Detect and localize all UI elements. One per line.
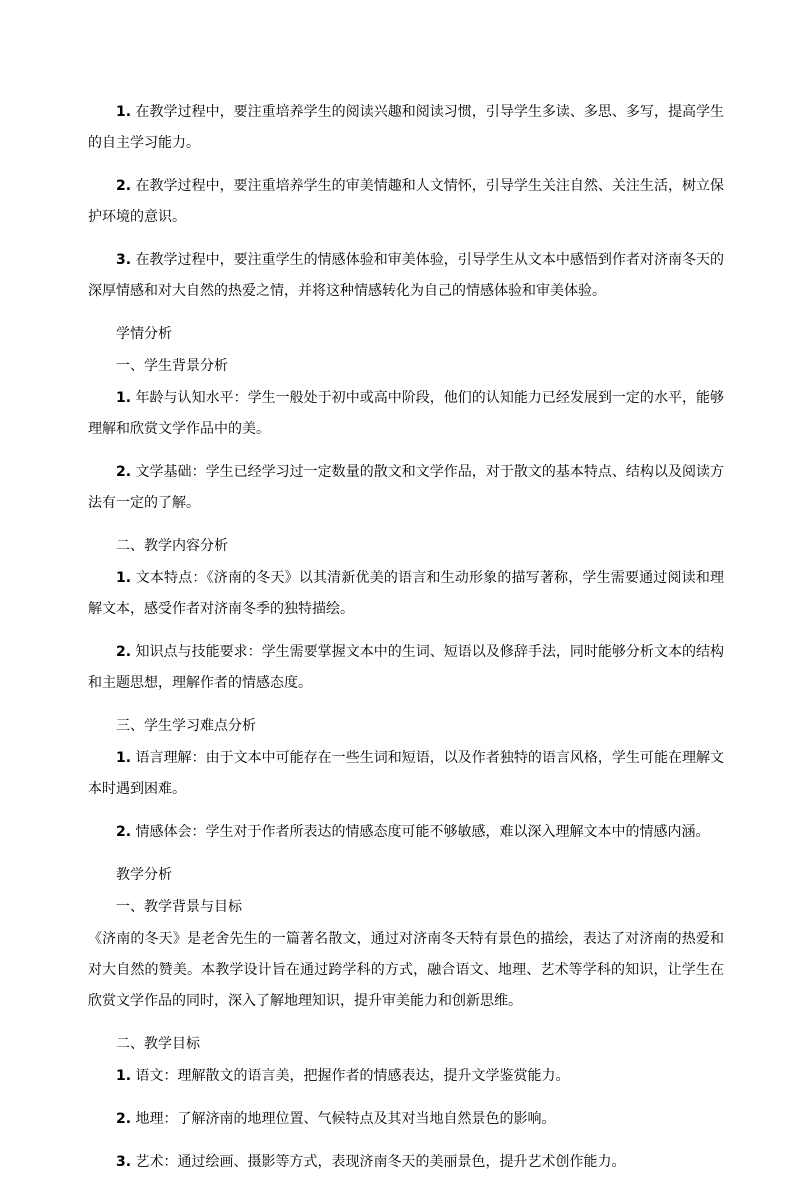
student-background-item-1-number: 1. bbox=[116, 390, 132, 406]
heading-learning-difficulties: 三、学生学习难点分析 bbox=[116, 718, 256, 734]
objective-item-3-number: 3. bbox=[116, 1154, 132, 1170]
objective-item-1 bbox=[88, 1061, 724, 1092]
goal-item-1-text: 在教学过程中，要注重培养学生的阅读兴趣和阅读习惯，引导学生多读、多思、多写，提高学生的自主学习能力。 bbox=[88, 104, 724, 151]
goal-item-1 bbox=[88, 97, 724, 159]
difficulty-item-1-number: 1. bbox=[116, 750, 132, 766]
content-analysis-item-1-number: 1. bbox=[116, 570, 132, 586]
content-analysis-item-1 bbox=[88, 563, 724, 625]
content-analysis-item-1-text: 文本特点：《济南的冬天》以其清新优美的语言和生动形象的描写著称，学生需要通过阅读和理解文本，感受作者对济南冬季的独特描绘。 bbox=[88, 570, 724, 617]
student-background-item-2-number: 2. bbox=[116, 464, 132, 480]
objective-item-3 bbox=[88, 1147, 724, 1178]
content-analysis-item-2-number: 2. bbox=[116, 644, 132, 660]
objective-item-3-text: 艺术：通过绘画、摄影等方式，表现济南冬天的美丽景色，提升艺术创作能力。 bbox=[131, 1154, 626, 1170]
teaching-background-paragraph: 《济南的冬天》是老舍先生的一篇著名散文，通过对济南冬天特有景色的描绘，表达了对济南的热爱和对大自然的赞美。本教学设计旨在通过跨学科的方式，融合语文、地理、艺术等学科的知识，让学生在欣赏文学作品的同时，深入了解地理知识，提升审美能力和创新思维。 bbox=[88, 931, 724, 1009]
goal-item-3 bbox=[88, 245, 724, 307]
difficulty-item-2 bbox=[88, 817, 724, 848]
goal-item-2-text: 在教学过程中，要注重培养学生的审美情趣和人文情怀，引导学生关注自然、关注生活，树立保护环境的意识。 bbox=[88, 178, 724, 225]
section-title-student-analysis: 学情分析 bbox=[116, 326, 172, 342]
difficulty-item-1 bbox=[88, 743, 724, 805]
goal-item-3-text: 在教学过程中，要注重学生的情感体验和审美体验，引导学生从文本中感悟到作者对济南冬天的深厚情感和对大自然的热爱之情，并将这种情感转化为自己的情感体验和审美体验。 bbox=[88, 252, 724, 299]
objective-item-2-number: 2. bbox=[116, 1111, 132, 1127]
objective-item-2-text: 地理：了解济南的地理位置、气候特点及其对当地自然景色的影响。 bbox=[131, 1111, 556, 1127]
difficulty-item-2-text: 情感体会：学生对于作者所表达的情感态度可能不够敏感，难以深入理解文本中的情感内涵。 bbox=[131, 824, 710, 840]
objective-item-2 bbox=[88, 1104, 724, 1135]
student-background-item-1-text: 年龄与认知水平：学生一般处于初中或高中阶段，他们的认知能力已经发展到一定的水平，能够理解和欣赏文学作品中的美。 bbox=[88, 390, 724, 437]
goal-item-2-number: 2. bbox=[116, 178, 132, 194]
section-title-teaching-analysis: 教学分析 bbox=[116, 867, 172, 883]
heading-teaching-objectives: 二、教学目标 bbox=[116, 1036, 200, 1052]
content-analysis-item-2-text: 知识点与技能要求：学生需要掌握文本中的生词、短语以及修辞手法，同时能够分析文本的结构和主题思想，理解作者的情感态度。 bbox=[88, 644, 724, 691]
heading-content-analysis: 二、教学内容分析 bbox=[116, 538, 228, 554]
difficulty-item-2-number: 2. bbox=[116, 824, 132, 840]
difficulty-item-1-text: 语言理解：由于文本中可能存在一些生词和短语，以及作者独特的语言风格，学生可能在理解文本时遇到困难。 bbox=[88, 750, 724, 797]
content-analysis-item-2 bbox=[88, 637, 724, 699]
heading-student-background: 一、学生背景分析 bbox=[116, 358, 228, 374]
objective-item-1-number: 1. bbox=[116, 1068, 132, 1084]
student-background-item-1 bbox=[88, 383, 724, 445]
student-background-item-2 bbox=[88, 457, 724, 519]
goal-item-3-number: 3. bbox=[116, 252, 132, 268]
goal-item-2 bbox=[88, 171, 724, 233]
heading-teaching-background: 一、教学背景与目标 bbox=[116, 899, 242, 915]
student-background-item-2-text: 文学基础：学生已经学习过一定数量的散文和文学作品，对于散文的基本特点、结构以及阅读方法有一定的了解。 bbox=[88, 464, 724, 511]
goal-item-1-number: 1. bbox=[116, 104, 132, 120]
objective-item-1-text: 语文：理解散文的语言美，把握作者的情感表达，提升文学鉴赏能力。 bbox=[131, 1068, 570, 1084]
